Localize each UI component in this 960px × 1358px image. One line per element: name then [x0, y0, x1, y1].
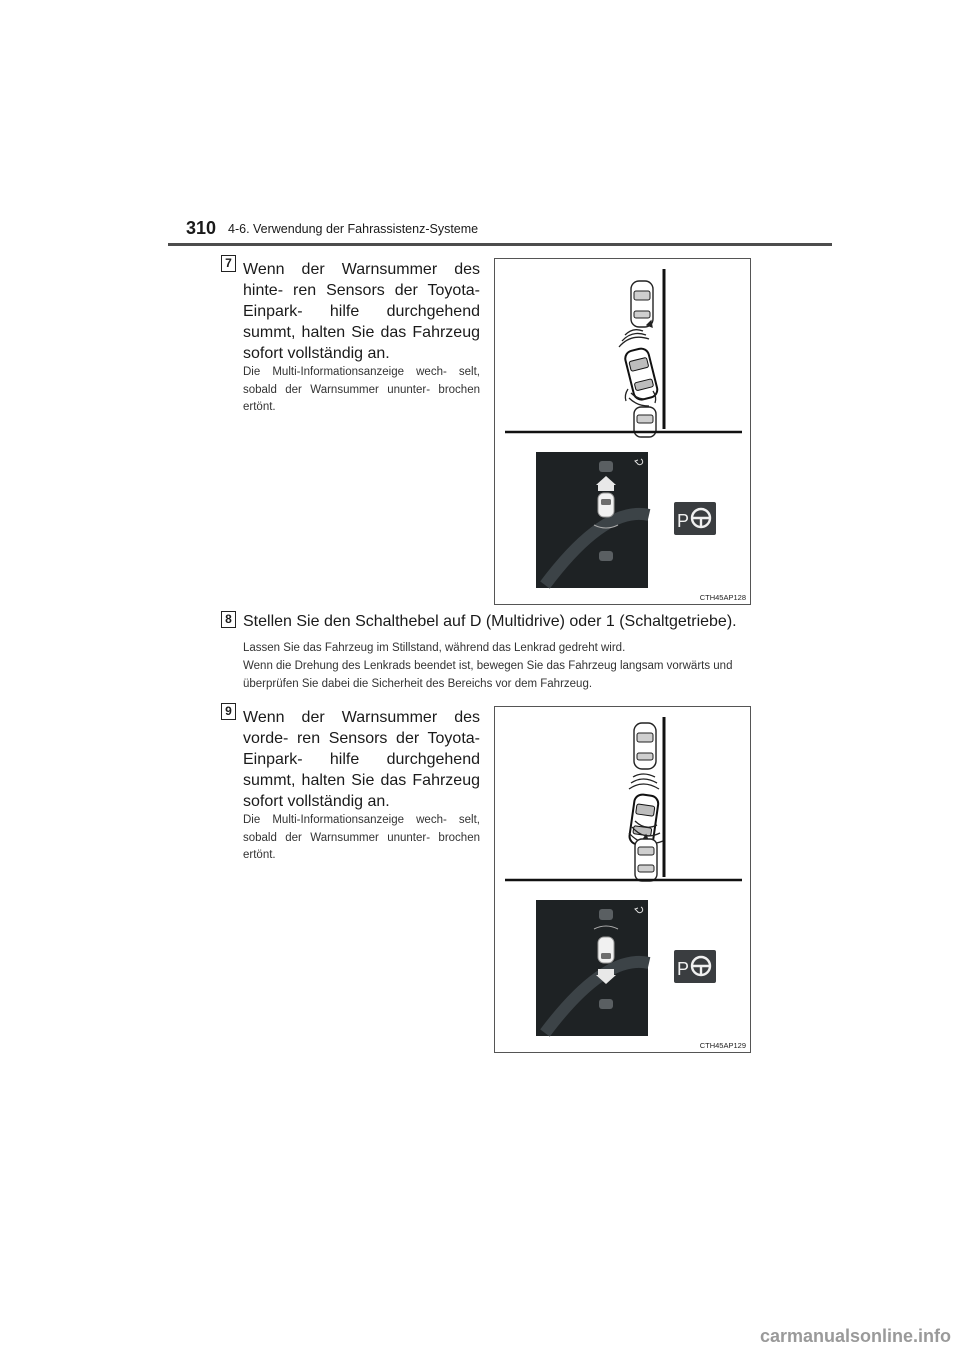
figure-code: CTH45AP129 — [699, 1041, 746, 1050]
multi-info-display — [536, 900, 649, 1036]
section-title: 4-6. Verwendung der Fahrassistenz-Systeme — [228, 222, 479, 236]
header-rule — [168, 243, 832, 246]
figure-rear-sensor — [494, 258, 751, 605]
parked-car-rear-icon — [635, 839, 657, 881]
parking-assist-indicator — [674, 502, 716, 535]
step-8-note-1: Lassen Sie das Fahrzeug im Stillstand, während das Lenkrad gedreht wird. — [243, 642, 626, 654]
multi-info-display — [536, 452, 649, 588]
figure-code: CTH45AP128 — [699, 593, 746, 602]
step-9-instruction: Wenn der Warnsummer des vorde- ren Sensors der Toyota-Einpark- hilfe durchgehend summt, halten Sie das Fahrzeug sofort vollständig an. — [243, 709, 480, 810]
watermark: carmanualsonline.info — [760, 1326, 952, 1346]
step-badge-9: 9 — [221, 703, 236, 720]
svg-text:P: P — [677, 511, 690, 531]
parking-assist-indicator — [674, 950, 716, 983]
step-7-note: Die Multi-Informationsanzeige wech- selt, sobald der Warnsummer ununter- brochen ertönt. — [243, 366, 480, 413]
step-9-note: Die Multi-Informationsanzeige wech- selt, sobald der Warnsummer ununter- brochen ertönt. — [243, 814, 480, 861]
page-number: 310 — [186, 218, 217, 238]
step-badge-8: 8 — [221, 611, 236, 628]
step-8-instruction: Stellen Sie den Schalthebel auf D (Multidrive) oder 1 (Schaltgetriebe). — [243, 613, 737, 630]
parked-car-front-icon — [634, 723, 656, 769]
sensor-wave-icon — [629, 774, 659, 789]
figure-front-sensor — [494, 706, 751, 1053]
parked-car-front-icon — [631, 281, 653, 327]
step-badge-7: 7 — [221, 255, 236, 272]
svg-text:P: P — [677, 959, 690, 979]
step-8-note-2: Wenn die Drehung des Lenkrads beendet ist, bewegen Sie das Fahrzeug langsam vorwärts und überprüfen Sie dabei die Sicherheit des Bereichs vor dem Fahrzeug. — [243, 660, 733, 690]
step-7-instruction: Wenn der Warnsummer des hinte- ren Sensors der Toyota-Einpark- hilfe durchgehend summt, halten Sie das Fahrzeug sofort vollständig an. — [243, 261, 480, 362]
